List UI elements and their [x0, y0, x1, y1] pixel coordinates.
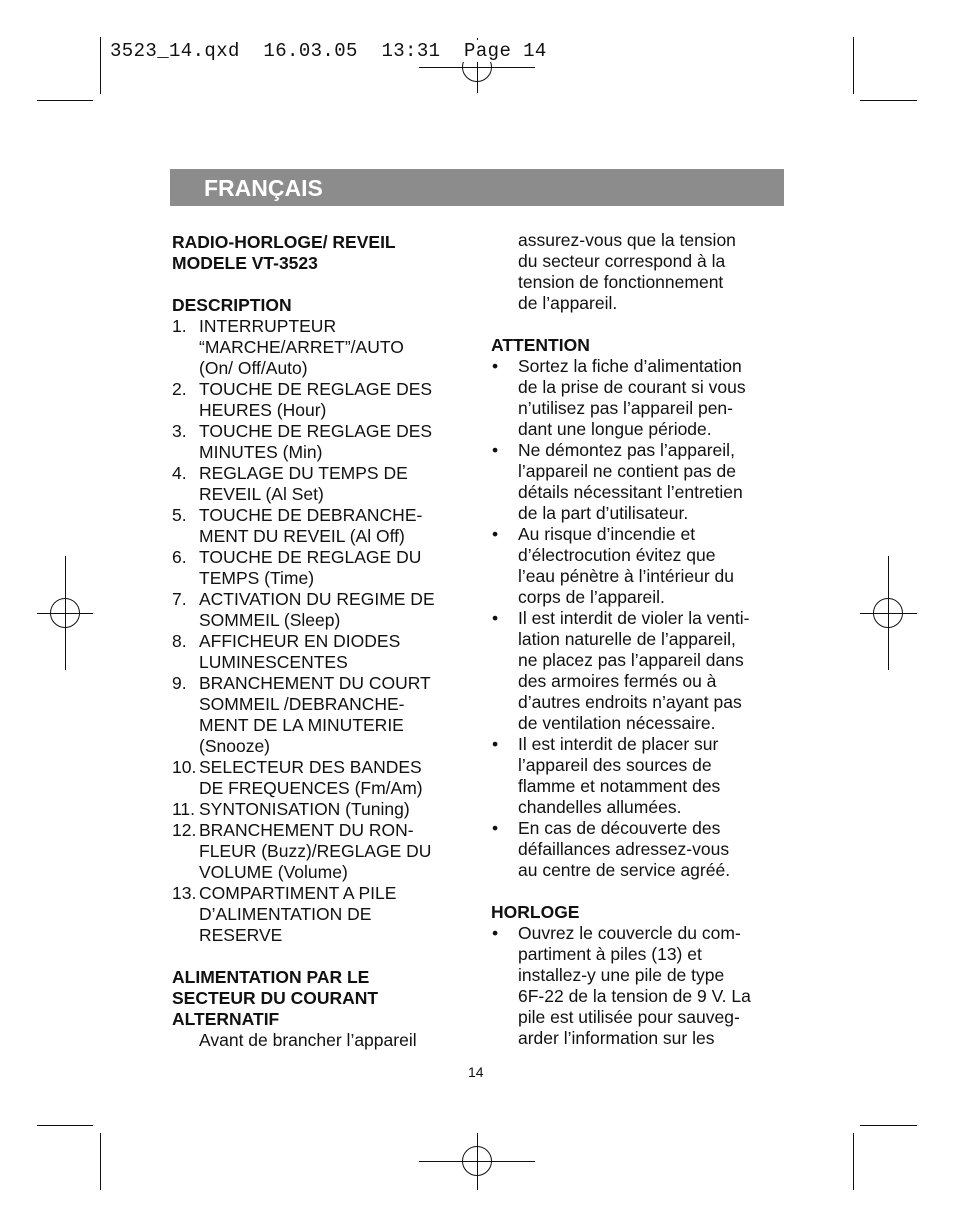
bullet-text-line: lation naturelle de l’appareil,: [518, 629, 736, 649]
bullet-item: [491, 734, 791, 818]
bullet-text-line: installez-y une pile de type: [518, 965, 725, 985]
bullet-item: [491, 356, 791, 440]
item-number: 11.: [172, 799, 196, 819]
bullet-text-line: défaillances adressez-vous: [518, 839, 730, 859]
continuation-line: tension de fonctionnement: [518, 272, 724, 292]
crop-mark: [37, 100, 93, 101]
item-text-line: BRANCHEMENT DU RON-: [199, 820, 414, 840]
description-item: [172, 463, 462, 505]
description-item: [172, 799, 462, 820]
item-text: [199, 757, 462, 799]
item-text: [199, 673, 462, 757]
page-number: 14: [468, 1064, 484, 1080]
bullet-text-line: de la part d’utilisateur.: [518, 503, 689, 523]
item-text-line: COMPARTIMENT A PILE: [199, 883, 397, 903]
product-title: [172, 232, 462, 274]
description-item: [172, 589, 462, 631]
crop-mark: [37, 1125, 93, 1126]
item-text-line: (On/ Off/Auto): [199, 358, 308, 378]
item-number: 6.: [172, 547, 187, 567]
item-number: 13.: [172, 883, 197, 903]
item-number: 10.: [172, 757, 197, 777]
attention-heading: ATTENTION: [491, 335, 590, 355]
item-text-line: TEMPS (Time): [199, 568, 315, 588]
bullet-text-line: l’appareil ne contient pas de: [518, 461, 736, 481]
bullet-text-line: des armoires fermés ou à: [518, 671, 717, 691]
bullet-text-line: n’utilisez pas l’appareil pen-: [518, 398, 733, 418]
continuation-line: assurez-vous que la tension: [518, 230, 736, 250]
item-text-line: SOMMEIL /DEBRANCHE-: [199, 694, 405, 714]
bullet-symbol: •: [492, 923, 499, 943]
bullet-text-line: 6F-22 de la tension de 9 V. La: [518, 986, 751, 1006]
description-item: [172, 757, 462, 799]
item-text-line: REGLAGE DU TEMPS DE: [199, 463, 408, 483]
bullet-text-line: l’appareil des sources de: [518, 755, 712, 775]
item-text-line: DE FREQUENCES (Fm/Am): [199, 778, 423, 798]
item-text-line: TOUCHE DE REGLAGE DES: [199, 421, 433, 441]
description-item: [172, 547, 462, 589]
bullet-text-line: au centre de service agréé.: [518, 860, 731, 880]
bullet-text-line: Au risque d’incendie et: [518, 524, 696, 544]
bullet-item: [491, 608, 791, 734]
bullet-text-line: arder l’information sur les: [518, 1028, 715, 1048]
item-text-line: MINUTES (Min): [199, 442, 323, 462]
description-item: [172, 673, 462, 757]
item-text-line: REVEIL (Al Set): [199, 484, 324, 504]
item-text-line: MENT DE LA MINUTERIE: [199, 715, 404, 735]
item-text-line: LUMINESCENTES: [199, 652, 348, 672]
bullet-text-line: En cas de découverte des: [518, 818, 721, 838]
attention-list: [491, 356, 791, 881]
item-text-line: SYNTONISATION (Tuning): [199, 799, 410, 819]
bullet-text-line: corps de l’appareil.: [518, 587, 665, 607]
continuation-paragraph: [491, 230, 791, 314]
item-number: 5.: [172, 505, 187, 525]
bullet-text: [518, 356, 791, 440]
bullet-text-line: flamme et notamment des: [518, 776, 721, 796]
item-text-line: BRANCHEMENT DU COURT: [199, 673, 431, 693]
left-column: [172, 232, 462, 1051]
bullet-symbol: •: [492, 524, 499, 544]
bullet-item: [491, 440, 791, 524]
bullet-text: [518, 734, 791, 818]
item-text-line: “MARCHE/ARRET”/AUTO: [199, 337, 404, 357]
crop-mark: [100, 37, 101, 94]
continuation-line: de l’appareil.: [518, 293, 618, 313]
bullet-text: [518, 608, 791, 734]
item-text: [199, 589, 462, 631]
bullet-text-line: dant une longue période.: [518, 419, 712, 439]
bullet-symbol: •: [492, 818, 499, 838]
bullet-text-line: partiment à piles (13) et: [518, 944, 702, 964]
bullet-text: [518, 524, 791, 608]
bullet-text-line: d’autres endroits n’ayant pas: [518, 692, 742, 712]
bullet-text: [518, 923, 791, 1049]
product-model-line: MODELE VT-3523: [172, 253, 318, 273]
bullet-symbol: •: [492, 356, 499, 376]
description-heading: DESCRIPTION: [172, 295, 292, 315]
horloge-heading: HORLOGE: [491, 902, 580, 922]
file-slug-line: 3523_14.qxd 16.03.05 13:31 Page 14: [110, 40, 547, 62]
item-text-line: TOUCHE DE REGLAGE DU: [199, 547, 422, 567]
bullet-text-line: pile est utilisée pour sauveg-: [518, 1007, 740, 1027]
bullet-text: [518, 440, 791, 524]
bullet-text-line: de la prise de courant si vous: [518, 377, 746, 397]
crop-mark: [860, 1125, 917, 1126]
item-text: [199, 547, 462, 589]
item-text-line: AFFICHEUR EN DIODES: [199, 631, 401, 651]
power-heading: [172, 967, 462, 1030]
bullet-item: [491, 818, 791, 881]
item-text: [199, 463, 462, 505]
bullet-text-line: Ouvrez le couvercle du com-: [518, 923, 741, 943]
item-text-line: D’ALIMENTATION DE: [199, 904, 372, 924]
item-text: [199, 379, 462, 421]
right-column: [491, 230, 791, 1049]
bullet-text-line: chandelles allumées.: [518, 797, 682, 817]
bullet-text-line: d’électrocution évitez que: [518, 545, 716, 565]
item-text-line: RESERVE: [199, 925, 283, 945]
crop-mark: [100, 1133, 101, 1190]
power-text: Avant de brancher l’appareil: [199, 1030, 417, 1050]
item-number: 8.: [172, 631, 187, 651]
horloge-list: [491, 923, 791, 1049]
bullet-item: [491, 524, 791, 608]
product-title-line: RADIO-HORLOGE/ REVEIL: [172, 232, 396, 252]
item-number: 1.: [172, 316, 187, 336]
language-header-bar: [170, 169, 784, 206]
power-heading-line: ALIMENTATION PAR LE: [172, 967, 370, 987]
item-text-line: ACTIVATION DU REGIME DE: [199, 589, 435, 609]
bullet-text: [518, 818, 791, 881]
bullet-text-line: l’eau pénètre à l’intérieur du: [518, 566, 734, 586]
bullet-text-line: Il est interdit de violer la venti-: [518, 608, 750, 628]
description-item: [172, 883, 462, 946]
description-item: [172, 421, 462, 463]
item-text-line: SOMMEIL (Sleep): [199, 610, 341, 630]
description-item: [172, 316, 462, 379]
item-text: [199, 883, 462, 946]
item-text: [199, 505, 462, 547]
description-list: [172, 316, 462, 946]
item-text-line: TOUCHE DE DEBRANCHE-: [199, 505, 423, 525]
language-title: FRANÇAIS: [204, 175, 323, 201]
bullet-text-line: détails nécessitant l’entretien: [518, 482, 743, 502]
bullet-text-line: Sortez la fiche d’alimentation: [518, 356, 742, 376]
bullet-text-line: ne placez pas l’appareil dans: [518, 650, 744, 670]
bullet-symbol: •: [492, 440, 499, 460]
item-text-line: INTERRUPTEUR: [199, 316, 337, 336]
item-text-line: TOUCHE DE REGLAGE DES: [199, 379, 433, 399]
item-text: [199, 421, 462, 463]
bullet-text-line: Ne démontez pas l’appareil,: [518, 440, 735, 460]
description-item: [172, 631, 462, 673]
item-text-line: VOLUME (Volume): [199, 862, 348, 882]
crop-mark: [860, 100, 917, 101]
bullet-symbol: •: [492, 608, 499, 628]
item-text-line: SELECTEUR DES BANDES: [199, 757, 422, 777]
bullet-symbol: •: [492, 734, 499, 754]
item-number: 9.: [172, 673, 187, 693]
item-number: 3.: [172, 421, 187, 441]
continuation-line: du secteur correspond à la: [518, 251, 726, 271]
item-number: 4.: [172, 463, 187, 483]
crop-mark: [853, 37, 854, 94]
crop-mark: [853, 1133, 854, 1190]
item-text-line: FLEUR (Buzz)/REGLAGE DU: [199, 841, 432, 861]
item-text-line: HEURES (Hour): [199, 400, 327, 420]
bullet-text-line: Il est interdit de placer sur: [518, 734, 719, 754]
description-item: [172, 379, 462, 421]
item-text: [199, 631, 462, 673]
power-heading-line: ALTERNATIF: [172, 1009, 280, 1029]
item-number: 7.: [172, 589, 187, 609]
item-text: [199, 316, 462, 379]
item-number: 2.: [172, 379, 187, 399]
item-text: [199, 820, 462, 883]
bullet-item: [491, 923, 791, 1049]
item-text-line: (Snooze): [199, 736, 271, 756]
item-number: 12.: [172, 820, 197, 840]
description-item: [172, 820, 462, 883]
item-text-line: MENT DU REVEIL (Al Off): [199, 526, 405, 546]
bullet-text-line: de ventilation nécessaire.: [518, 713, 716, 733]
description-item: [172, 505, 462, 547]
item-text: [199, 799, 462, 820]
power-heading-line: SECTEUR DU COURANT: [172, 988, 379, 1008]
